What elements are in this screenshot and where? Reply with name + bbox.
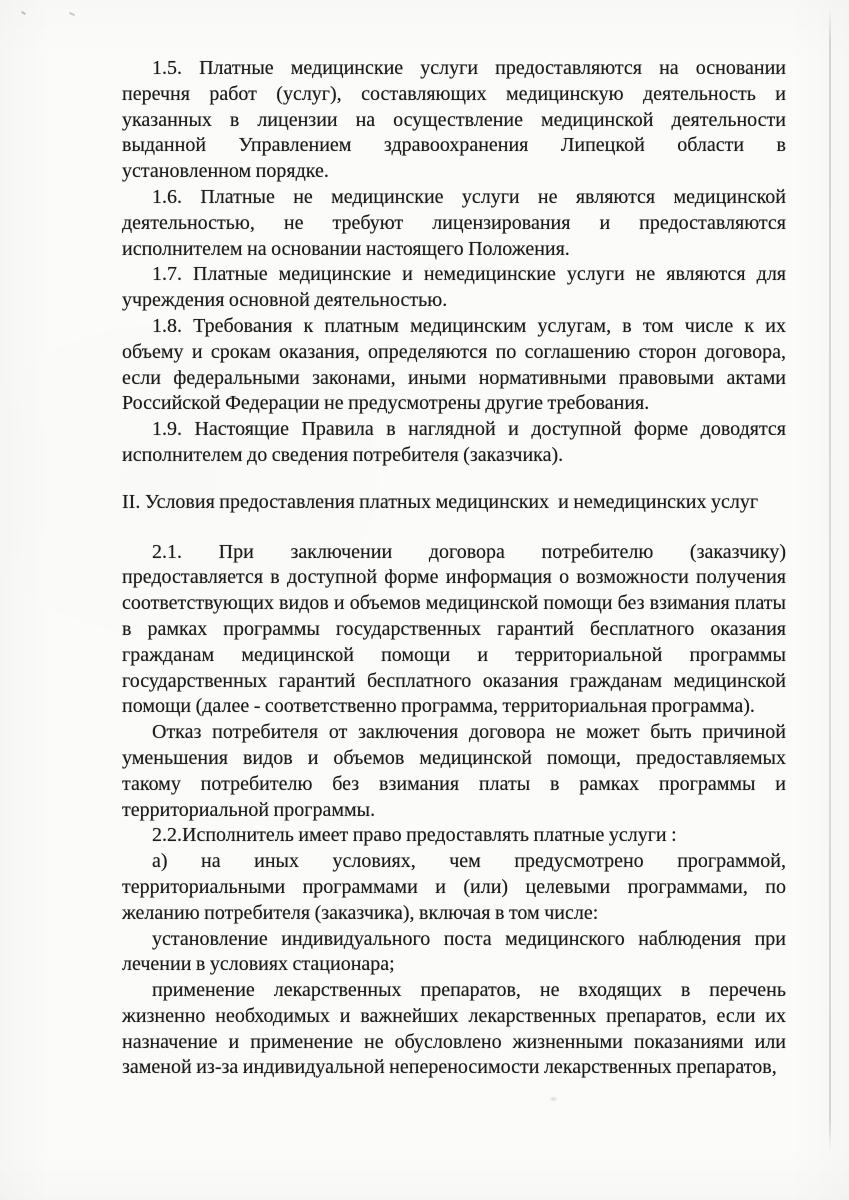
text-line: а) на иных условиях, чем предусмотрено программой, bbox=[152, 850, 786, 873]
scan-speck bbox=[21, 11, 26, 16]
text-line: исполнителем до сведения потребителя (заказчика). bbox=[122, 443, 564, 466]
text-line: деятельностью, не требуют лицензирования и предоставляются bbox=[122, 211, 786, 234]
para-individual-post bbox=[122, 927, 786, 979]
document-body bbox=[122, 56, 786, 1081]
text-line: указанных в лицензии на осуществление медицинской деятельности bbox=[122, 108, 786, 131]
text-line: соответствующих видов и объемов медицинской помощи без взимания платы bbox=[122, 592, 786, 615]
text-line: гражданам медицинской помощи и территориальной программы bbox=[122, 643, 786, 666]
para-1-8 bbox=[122, 314, 786, 417]
para-2-2-a bbox=[122, 849, 786, 926]
section-heading-2 bbox=[122, 490, 786, 516]
text-line: заменой из-за индивидуальной непереносимости лекарственных препаратов, bbox=[122, 1056, 777, 1079]
text-line: территориальными программами и (или) целевыми программами, по bbox=[122, 875, 786, 898]
text-line: исполнителем на основании настоящего Положения. bbox=[122, 237, 570, 260]
text-line: 1.8. Требования к платным медицинским услугам, в том числе к их bbox=[152, 314, 786, 337]
text-line: объему и срокам оказания, определяются по соглашению сторон договора, bbox=[122, 340, 786, 363]
para-2-2 bbox=[122, 823, 786, 849]
text-line: 2.2.Исполнитель имеет право предоставлять платные услуги : bbox=[152, 824, 677, 847]
text-line: лечении в условиях стационара; bbox=[122, 953, 395, 976]
text-line: такому потребителю без взимания платы в рамках программы и bbox=[122, 772, 786, 795]
scan-smudge bbox=[549, 1096, 558, 1102]
para-1-9 bbox=[122, 417, 786, 469]
text-line: перечня работ (услуг), составляющих медицинскую деятельность и bbox=[122, 82, 786, 105]
text-line: жизненно необходимых и важнейших лекарственных препаратов, если их bbox=[122, 1004, 786, 1027]
text-line: учреждения основной деятельностью. bbox=[122, 289, 448, 312]
text-line: назначение и применение не обусловлено жизненными показаниями или bbox=[122, 1030, 786, 1053]
para-refusal bbox=[122, 720, 786, 823]
text-line: если федеральными законами, иными нормативными правовыми актами bbox=[122, 366, 786, 389]
text-line: применение лекарственных препаратов, не входящих в перечень bbox=[152, 979, 786, 1002]
para-1-6 bbox=[122, 185, 786, 262]
text-line: государственных гарантий бесплатного оказания гражданам медицинской bbox=[122, 669, 786, 692]
text-line: Российской Федерации не предусмотрены другие требования. bbox=[122, 392, 650, 415]
text-line: территориальной программы. bbox=[122, 798, 376, 821]
text-line: уменьшения видов и объемов медицинской помощи, предоставляемых bbox=[122, 746, 786, 769]
text-line: выданной Управлением здравоохранения Липецкой области в bbox=[122, 134, 786, 157]
text-line: Отказ потребителя от заключения договора не может быть причиной bbox=[152, 721, 786, 744]
scan-edge-line bbox=[829, 8, 831, 1153]
para-1-5 bbox=[122, 56, 786, 185]
para-2-1 bbox=[122, 540, 786, 721]
para-medications bbox=[122, 978, 786, 1081]
text-line: предоставляется в доступной форме информация о возможности получения bbox=[122, 566, 786, 589]
text-line: желанию потребителя (заказчика), включая в том числе: bbox=[122, 901, 599, 924]
text-line: 1.9. Настоящие Правила в наглядной и доступной форме доводятся bbox=[152, 418, 786, 441]
text-line: установленном порядке. bbox=[122, 160, 329, 183]
text-line: установление индивидуального поста медицинского наблюдения при bbox=[152, 927, 786, 950]
text-line: II. Условия предоставления платных медицинских и немедицинских услуг bbox=[122, 490, 759, 513]
para-1-7 bbox=[122, 262, 786, 314]
text-line: помощи (далее - соответственно программа, территориальная программа). bbox=[122, 695, 755, 718]
text-line: 2.1. При заключении договора потребителю (заказчику) bbox=[152, 540, 786, 563]
text-line: в рамках программы государственных гарантий бесплатного оказания bbox=[122, 617, 786, 640]
text-line: 1.6. Платные не медицинские услуги не являются медицинской bbox=[152, 185, 786, 208]
text-line: 1.7. Платные медицинские и немедицинские услуги не являются для bbox=[152, 263, 786, 286]
text-line: 1.5. Платные медицинские услуги предоставляются на основании bbox=[152, 57, 786, 79]
scan-speck bbox=[69, 12, 75, 16]
